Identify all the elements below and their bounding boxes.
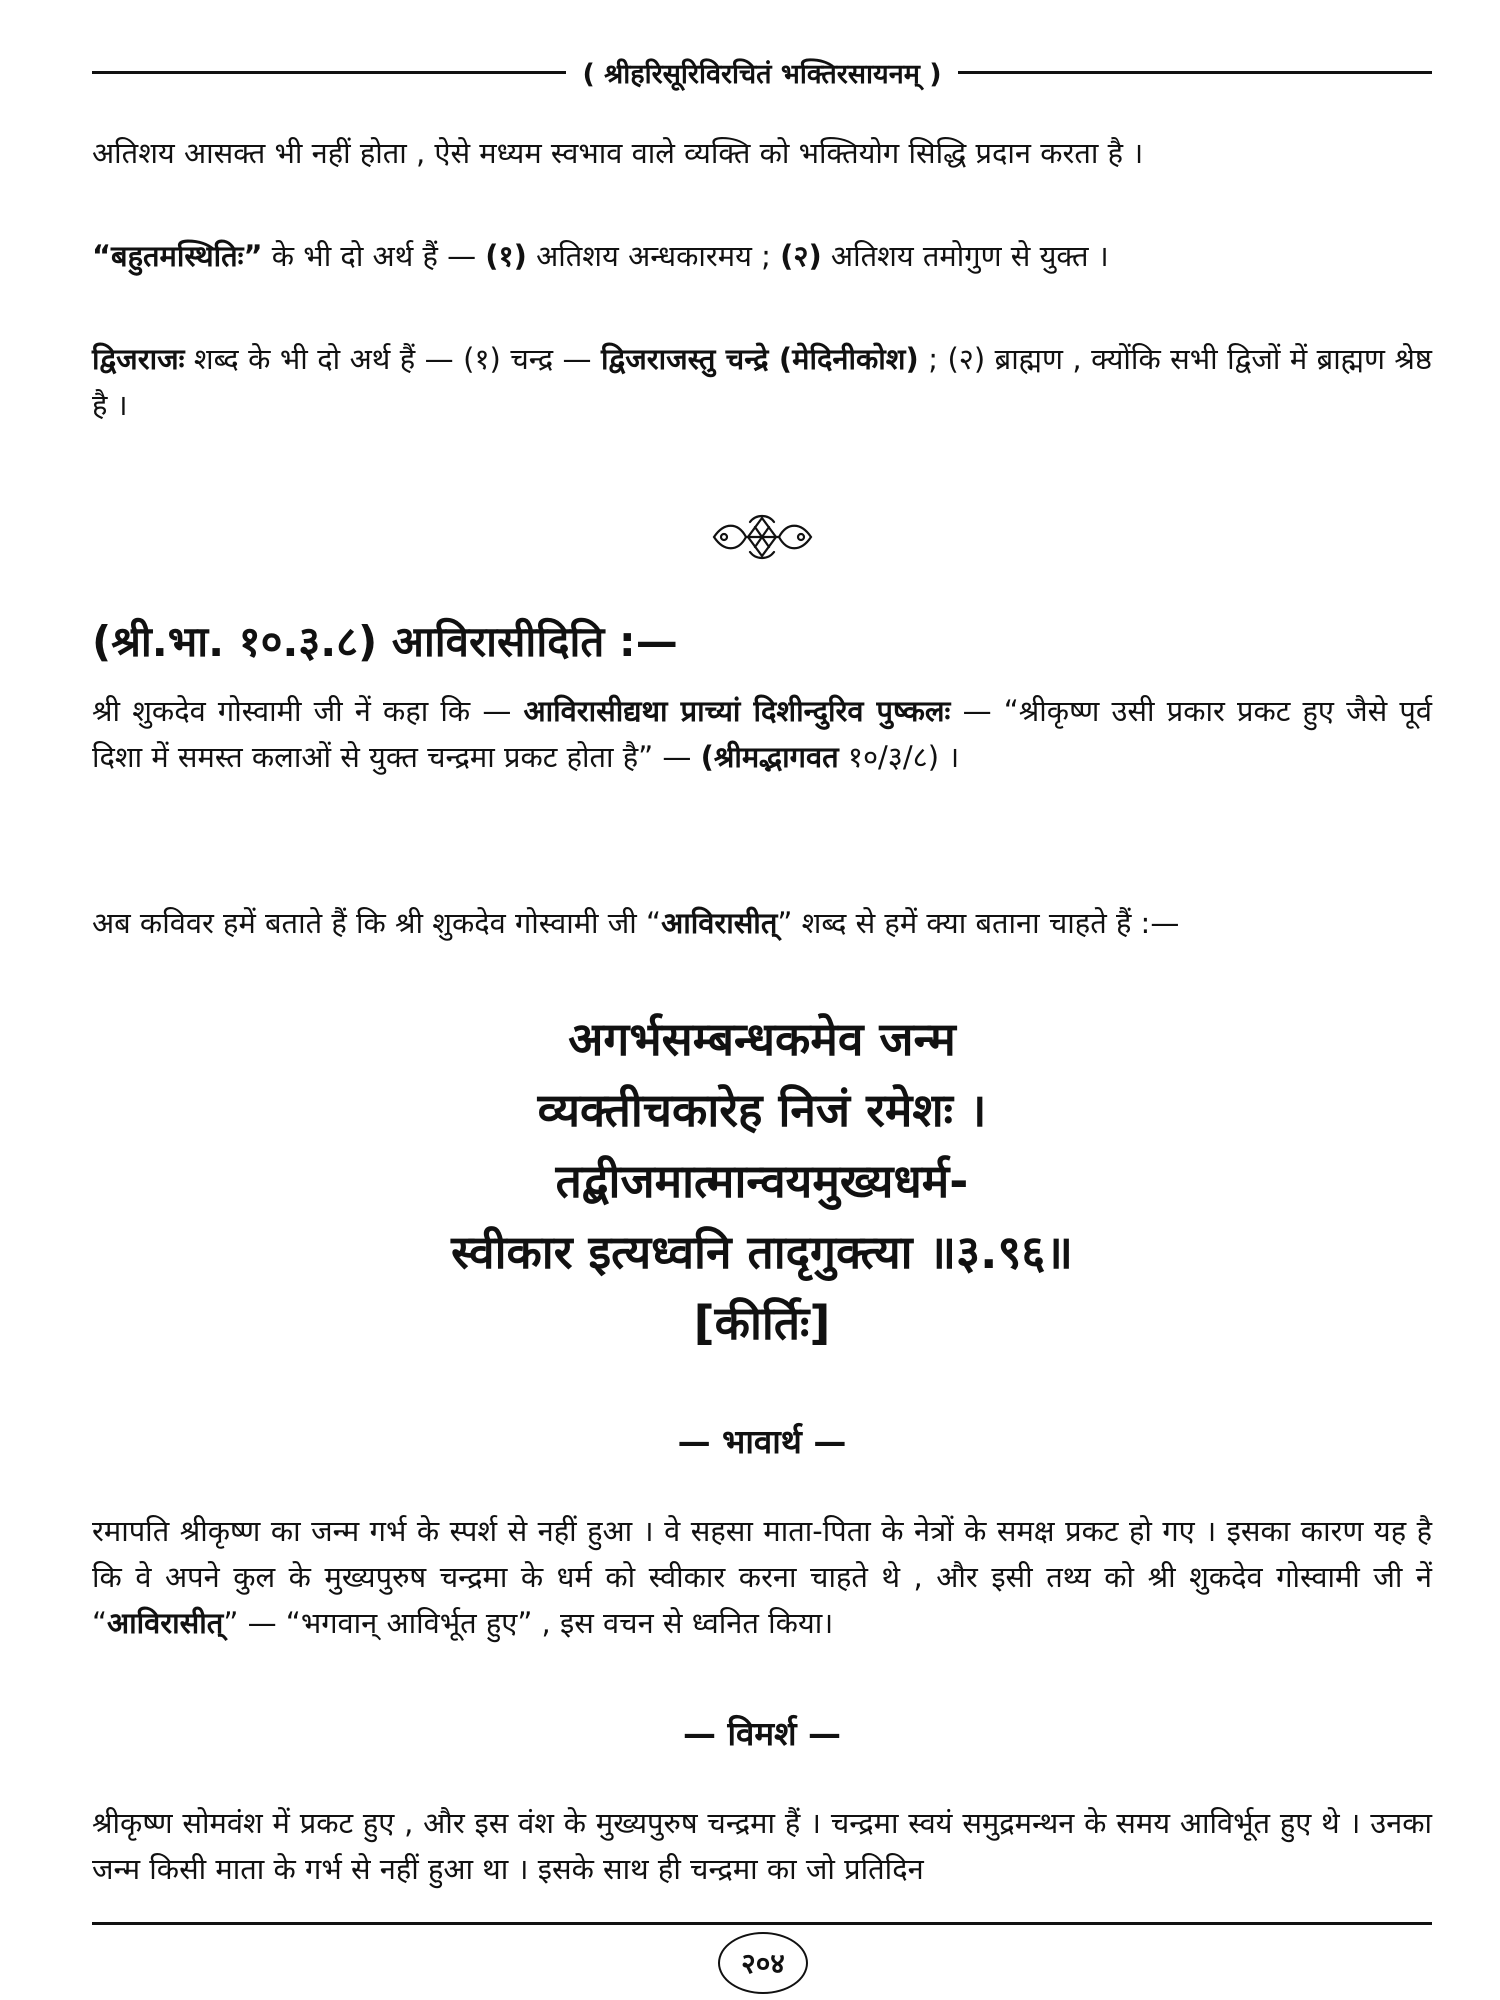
text: श्री शुकदेव गोस्वामी जी नें कहा कि — — [92, 694, 524, 728]
text: अतिशय तमोगुण से युक्त । — [821, 239, 1109, 273]
header-rule-right — [958, 71, 1432, 74]
paragraph-4 — [92, 688, 1432, 780]
verse-line: [कीर्तिः] — [693, 1296, 831, 1350]
running-header — [92, 52, 1432, 92]
text: ” — “भगवान् आविर्भूत हुए” , इस वचन से ध्वनित किया। — [223, 1606, 834, 1640]
numeral: (१) — [485, 239, 527, 273]
text: के भी दो अर्थ हैं — — [262, 239, 486, 273]
paragraph-3 — [92, 336, 1432, 428]
term: “बहुतमस्थितिः” — [92, 239, 263, 273]
numeral: (२) — [780, 239, 822, 273]
footer-rule — [92, 1922, 1432, 1925]
text: रमापति श्रीकृष्ण का जन्म गर्भ के स्पर्श से नहीं हुआ । वे सहसा माता-पिता के नेत्रों के समक्ष प्रकट हो गए । इसका कारण यह है कि वे अपने कुल के मुख्यपुरुष चन्द्रमा के धर्म को स्वीकार करना चाहते थे , और इसी तथ्य को श्री शुकदेव गोस्वामी जी नें “ — [92, 1514, 1432, 1640]
paragraph-7: श्रीकृष्ण सोमवंश में प्रकट हुए , और इस वंश के मुख्यपुरुष चन्द्रमा हैं । चन्द्रमा स्वयं समुद्रमन्थन के समय आविर्भूत हुए थे । उनका जन्म किसी माता के गर्भ से नहीं हुआ था । इसके साथ ही चन्द्रमा का जो प्रतिदिन — [92, 1806, 1432, 1886]
text: १०/३/८) । — [838, 740, 960, 774]
subheading-vimarsha: — विमर्श — — [682, 1714, 842, 1753]
paragraph-5 — [92, 900, 1432, 946]
verse-line: व्यक्तीचकारेह निजं रमेशः । — [537, 1083, 987, 1137]
text: ” शब्द से हमें क्या बताना चाहते हैं :— — [777, 906, 1180, 940]
text: शब्द के भी दो अर्थ हैं — (१) चन्द्र — — [184, 342, 602, 376]
text: अब कविवर हमें बताते हैं कि श्री शुकदेव गोस्वामी जी “ — [92, 906, 662, 940]
subheading-bhavartha: — भावार्थ — — [677, 1422, 847, 1461]
term: आविरासीत् — [661, 906, 778, 940]
quotation: आविरासीद्यथा प्राच्यां दिशीन्दुरिव पुष्कलः — [523, 694, 951, 728]
paragraph-2 — [92, 233, 1432, 279]
verse-line: अगर्भसम्बन्धकमेव जन्म — [568, 1012, 956, 1066]
verse-line: स्वीकार इत्यध्वनि तादृगुक्त्या ॥३.९६॥ — [451, 1225, 1073, 1279]
verse-line: तद्बीजमात्मान्वयमुख्यधर्म- — [555, 1154, 969, 1208]
page-number: २०४ — [718, 1932, 808, 1994]
section-heading: (श्री.भा. १०.३.८) आविरासीदिति :— — [92, 617, 678, 666]
sanskrit-verse — [92, 1004, 1432, 1359]
book-title: ( श्रीहरिसूरिविरचितं भक्तिरसायनम् ) — [582, 58, 942, 90]
text: अतिशय अन्धकारमय ; — [526, 239, 781, 273]
term: द्विजराजः — [92, 342, 185, 376]
reference: (श्रीमद्भागवत — [700, 740, 839, 774]
ornament-divider-icon — [710, 510, 815, 564]
text: — “श्रीकृष्ण उसी प्रकार प्रकट हुए जैसे पूर्व दिशा में समस्त कलाओं से युक्त चन्द्रमा प्रकट होता है” — — [92, 694, 1432, 774]
text: ; (२) ब्राह्मण , क्योंकि सभी द्विजों में ब्राह्मण श्रेष्ठ है । — [92, 342, 1432, 422]
header-rule-left — [92, 71, 566, 74]
paragraph-1: अतिशय आसक्त भी नहीं होता , ऐसे मध्यम स्वभाव वाले व्यक्ति को भक्तियोग सिद्धि प्रदान करता है । — [92, 136, 1144, 170]
term: आविरासीत् — [107, 1606, 224, 1640]
paragraph-6 — [92, 1508, 1432, 1646]
quotation: द्विजराजस्तु चन्द्रे (मेदिनीकोश) — [601, 342, 919, 376]
